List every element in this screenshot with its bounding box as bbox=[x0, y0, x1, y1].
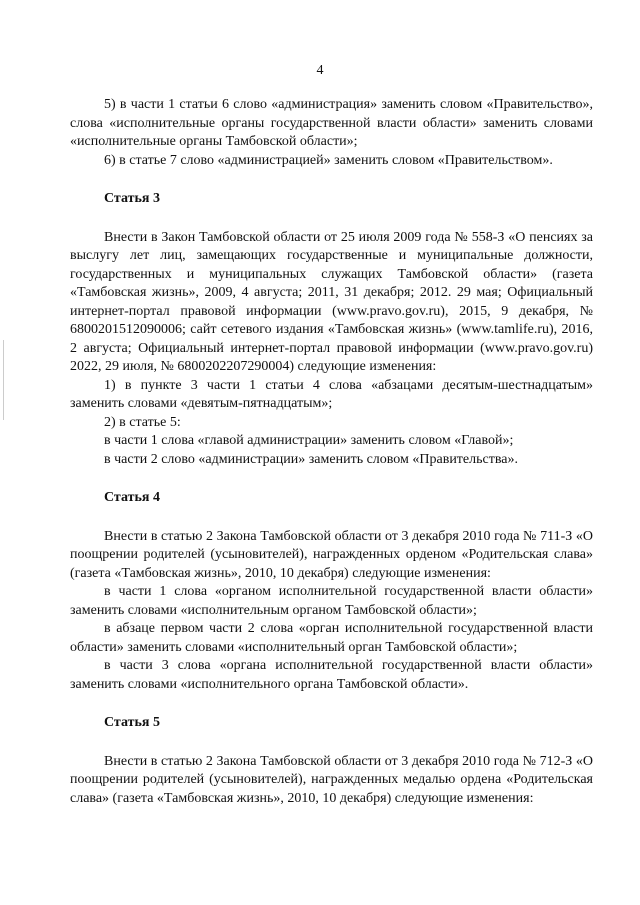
paragraph: 6) в статье 7 слово «администрацией» заменить словом «Правительством». bbox=[104, 152, 553, 168]
paragraph: в части 1 слова «органом исполнительной государственной власти области» заменить словами «исполнительным органом Тамбовской области»; bbox=[70, 584, 593, 618]
paragraph: 5) в части 1 статьи 6 слово «администрация» заменить словом «Правительство», слова «исполнительные органы государственной власти области» заменить словами «исполнительные органы Тамбовской области»; bbox=[70, 97, 593, 149]
paragraph: Внести в статью 2 Закона Тамбовской области от 3 декабря 2010 года № 712-З «О поощрении родителей (усыновителей), награжденных медалью ордена «Родительская слава» (газета «Тамбовская жизнь», 2010, 10 декабря) следующие изменения: bbox=[70, 753, 593, 806]
paragraph: 1) в пункте 3 части 1 статьи 4 слова «абзацами десятым-шестнадцатым» заменить словами «девятым-пятнадцатым»; bbox=[70, 377, 593, 411]
paragraph: 2) в статье 5: bbox=[104, 414, 181, 430]
paragraph: Внести в статью 2 Закона Тамбовской области от 3 декабря 2010 года № 711-З «О поощрении родителей (усыновителей), награжденных орденом «Родительская слава» (газета «Тамбовская жизнь», 2010, 10 декабря) следующие изменения: bbox=[70, 528, 593, 581]
paragraph: Внести в Закон Тамбовской области от 25 июля 2009 года № 558-З «О пенсиях за выслугу лет лиц, замещающих государственные и муниципальные должности, государственных и муниципальных служащих Тамбовской области» (газета «Тамбовская жизнь», 2009, 4 августа; 2011, 31 декабря; 2012. 29 мая; Официальный интернет-портал правовой информации (www.pravo.gov.ru), 2015, 9 декабря, № 6800201512090006; сайт сетевого издания «Тамбовская жизнь» (www.tamlife.ru), 2016, 2 августа; Официальный интернет-портал правовой информации (www.pravo.gov.ru) 2022, 29 июля, № 6800202207290004) следующие изменения: bbox=[70, 229, 593, 374]
paragraph: в части 2 слово «администрации» заменить словом «Правительства». bbox=[104, 451, 518, 467]
paragraph: в абзаце первом части 2 слова «орган исполнительной государственной власти области» заменить словами «исполнительный орган Тамбовской области»; bbox=[70, 621, 593, 655]
page-number: 4 bbox=[316, 63, 324, 78]
article-heading: Статья 3 bbox=[104, 191, 160, 206]
document-body bbox=[70, 96, 593, 808]
scan-edge-mark bbox=[3, 340, 4, 420]
paragraph: в части 1 слова «главой администрации» заменить словом «Главой»; bbox=[104, 433, 514, 448]
article-heading: Статья 4 bbox=[104, 490, 160, 505]
paragraph: в части 3 слова «органа исполнительной государственной власти области» заменить словами «исполнительного органа Тамбовской области». bbox=[70, 658, 593, 692]
article-heading: Статья 5 bbox=[104, 715, 160, 730]
